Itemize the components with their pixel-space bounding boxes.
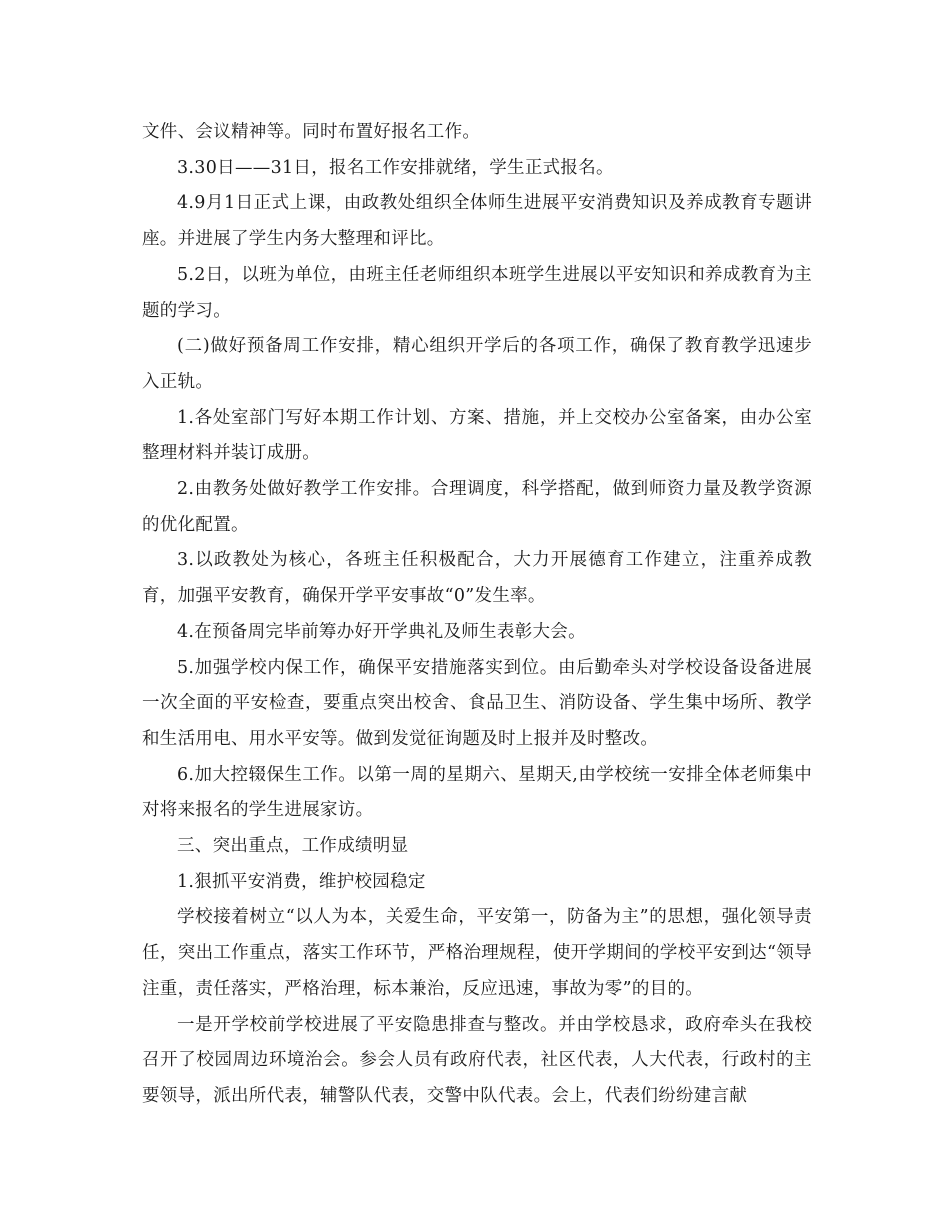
paragraph: 1.各处室部门写好本期工作计划、方案、措施，并上交校办公室备案，由办公室整理材料并装订成册。 [142, 407, 812, 464]
section-heading: 三、突出重点，工作成绩明显 [177, 836, 409, 857]
paragraph: 学校接着树立“以人为本，关爱生命，平安第一，防备为主”的思想，强化领导责任，突出工作重点，落实工作环节，严格治理规程，使开学期间的学校平安到达“领导注重，责任落实，严格治理，标本兼治，反应迅速，事故为零”的目的。 [142, 907, 812, 999]
paragraph: 4.9月1日正式上课，由政教处组织全体师生进展平安消费知识及养成教育专题讲座。并进展了学生内务大整理和评比。 [142, 193, 812, 250]
paragraph: 3.以政教处为核心，各班主任积极配合，大力开展德育工作建立，注重养成教育，加强平安教育，确保开学平安事故“0”发生率。 [142, 550, 812, 607]
paragraph: 2.由教务处做好教学工作安排。合理调度，科学搭配，做到师资力量及教学资源的优化配置。 [142, 479, 812, 535]
paragraph: 4.在预备周完毕前筹办好开学典礼及师生表彰大会。 [177, 621, 586, 642]
paragraph: 5.加强学校内保工作，确保平安措施落实到位。由后勤牵头对学校设备设备进展一次全面的平安检查，要重点突出校舍、食品卫生、消防设备、学生集中场所、教学和生活用电、用水平安等。做到发觉征询题及时上报并及时整改。 [142, 657, 812, 749]
paragraph: 5.2日，以班为单位，由班主任老师组织本班学生进展以平安知识和养成教育为主题的学习。 [142, 264, 812, 321]
paragraph: 文件、会议精神等。同时布置好报名工作。 [142, 122, 481, 142]
paragraph: 6.加大控辍保生工作。以第一周的星期六、星期天,由学校统一安排全体老师集中对将来报名的学生进展家访。 [142, 764, 812, 821]
paragraph: 一是开学校前学校进展了平安隐患排查与整改。并由学校恳求，政府牵头在我校召开了校园周边环境治会。参会人员有政府代表，社区代表，人大代表，行政村的主要领导，派出所代表，辅警队代表，交警中队代表。会上，代表们纷纷建言献 [142, 1014, 812, 1106]
section-heading: (二)做好预备周工作安排，精心组织开学后的各项工作，确保了教育教学迅速步入正轨。 [142, 336, 812, 392]
paragraph: 3.30日——31日，报名工作安排就绪，学生正式报名。 [177, 157, 614, 178]
subsection-heading: 1.狠抓平安消费，维护校园稳定 [177, 871, 426, 892]
document-page [142, 115, 812, 1115]
